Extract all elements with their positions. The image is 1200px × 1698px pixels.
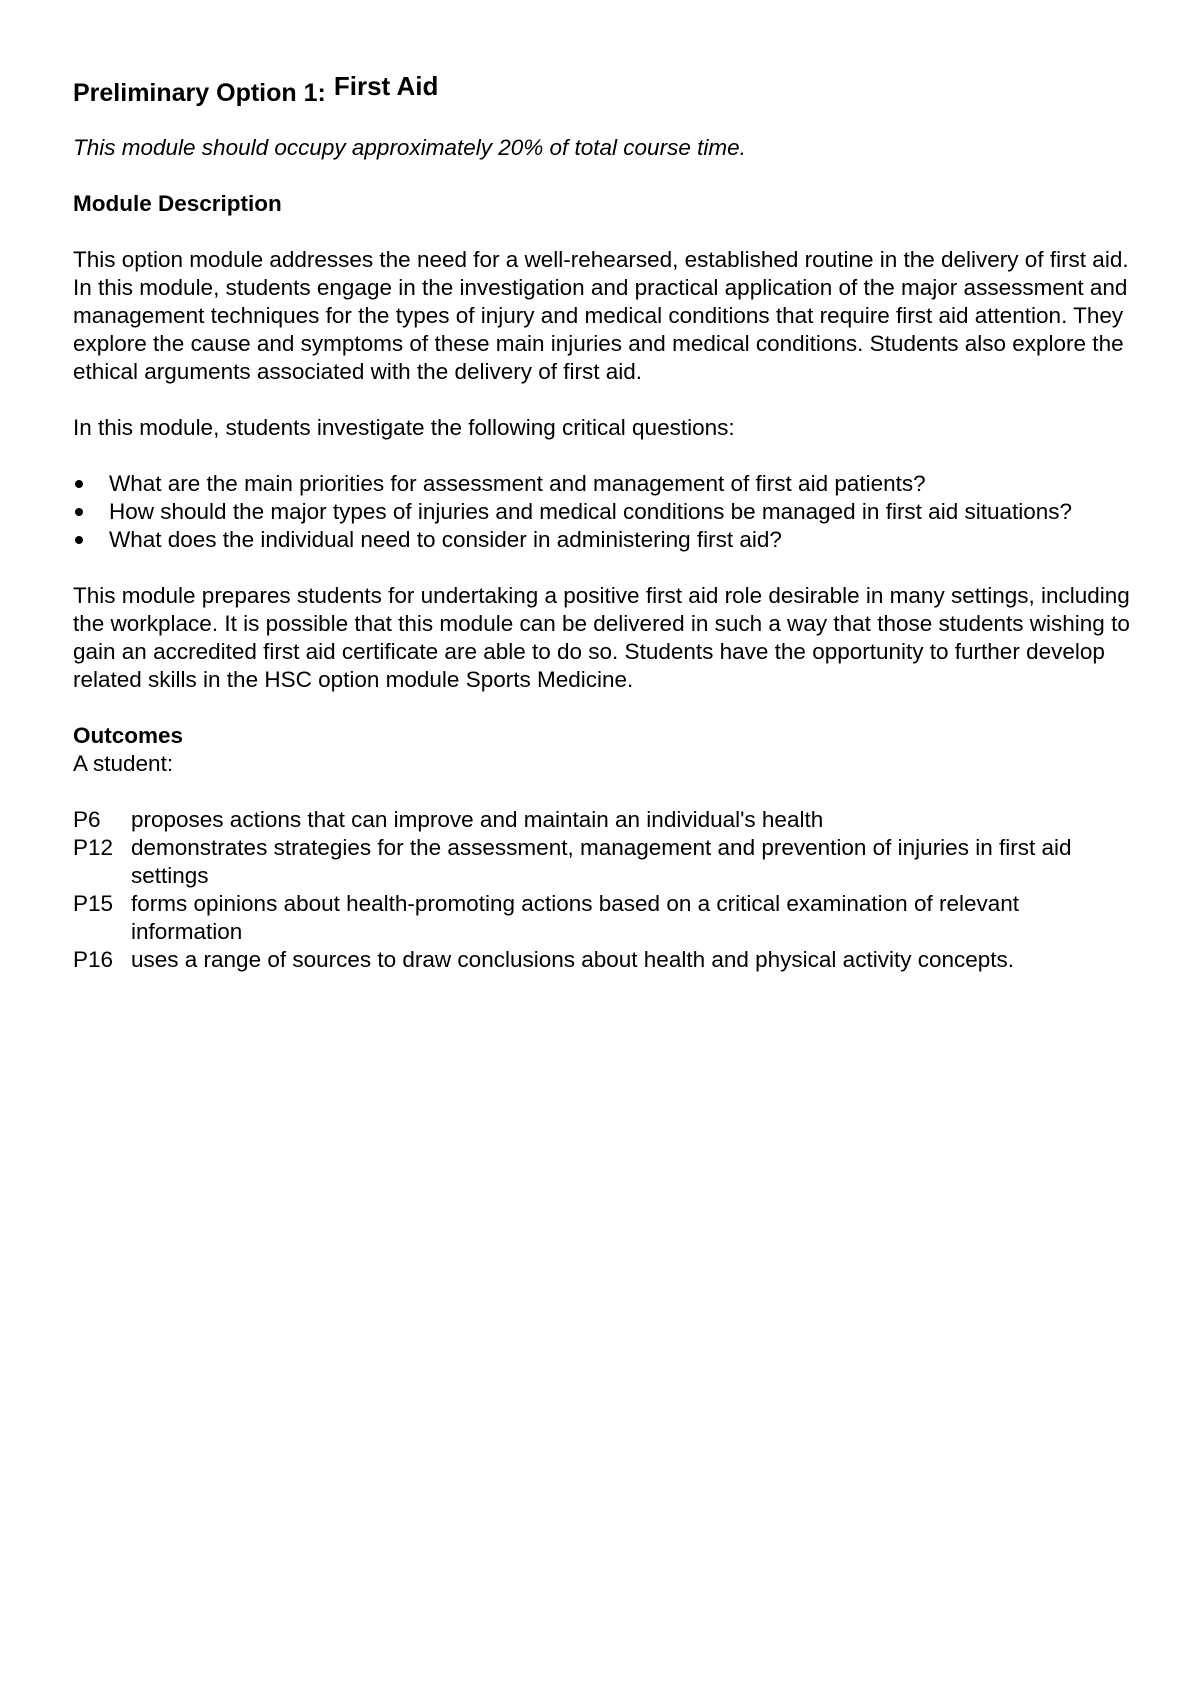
document-page bbox=[73, 70, 1133, 974]
bullet-icon bbox=[75, 536, 83, 544]
outcome-code: P16 bbox=[73, 947, 114, 972]
outcome-text: proposes actions that can improve and maintain an individual's health bbox=[131, 807, 824, 832]
outcome-item bbox=[73, 890, 1133, 946]
title-main: Preliminary Option 1: bbox=[73, 79, 326, 107]
outcomes-intro: A student: bbox=[73, 751, 174, 776]
question-text: How should the major types of injuries and medical conditions be managed in first aid situations? bbox=[109, 499, 1073, 524]
title-sub: First Aid bbox=[333, 71, 439, 101]
page-title bbox=[73, 70, 1133, 108]
outcome-code: P15 bbox=[73, 891, 114, 916]
bullet-icon bbox=[75, 480, 83, 488]
outcomes-list bbox=[73, 806, 1133, 974]
list-item bbox=[73, 526, 1133, 554]
outcomes-heading: Outcomes bbox=[73, 723, 184, 748]
outcome-text: forms opinions about health-promoting actions based on a critical examination of relevant information bbox=[131, 891, 1020, 944]
question-text: What are the main priorities for assessment and management of first aid patients? bbox=[109, 471, 926, 496]
question-text: What does the individual need to consider in administering first aid? bbox=[109, 527, 782, 552]
module-closing-paragraph: This module prepares students for undertaking a positive first aid role desirable in many settings, including the workplace. It is possible that this module can be delivered in such a way that those students wishing to gain an accredited first aid certificate are able to do so. Students have the opportunity to further develop related skills in the HSC option module Sports Medicine. bbox=[73, 583, 1130, 692]
module-description-heading: Module Description bbox=[73, 191, 282, 216]
outcome-item bbox=[73, 834, 1133, 890]
time-allocation-note: This module should occupy approximately 20% of total course time. bbox=[73, 135, 746, 160]
outcome-text: uses a range of sources to draw conclusions about health and physical activity concepts. bbox=[131, 947, 1015, 972]
bullet-icon bbox=[75, 508, 83, 516]
outcome-item bbox=[73, 946, 1133, 974]
outcome-text: demonstrates strategies for the assessment, management and prevention of injuries in first aid settings bbox=[131, 835, 1072, 888]
module-description-paragraph: This option module addresses the need for a well-rehearsed, established routine in the delivery of first aid. In this module, students engage in the investigation and practical application of the major assessment and management techniques for the types of injury and medical conditions that require first aid attention. They explore the cause and symptoms of these main injuries and medical conditions. Students also explore the ethical arguments associated with the delivery of first aid. bbox=[73, 247, 1129, 384]
list-item bbox=[73, 470, 1133, 498]
critical-questions-intro: In this module, students investigate the following critical questions: bbox=[73, 415, 735, 440]
critical-questions-list bbox=[73, 470, 1133, 554]
outcome-item bbox=[73, 806, 1133, 834]
list-item bbox=[73, 498, 1133, 526]
outcome-code: P6 bbox=[73, 807, 101, 832]
outcome-code: P12 bbox=[73, 835, 114, 860]
